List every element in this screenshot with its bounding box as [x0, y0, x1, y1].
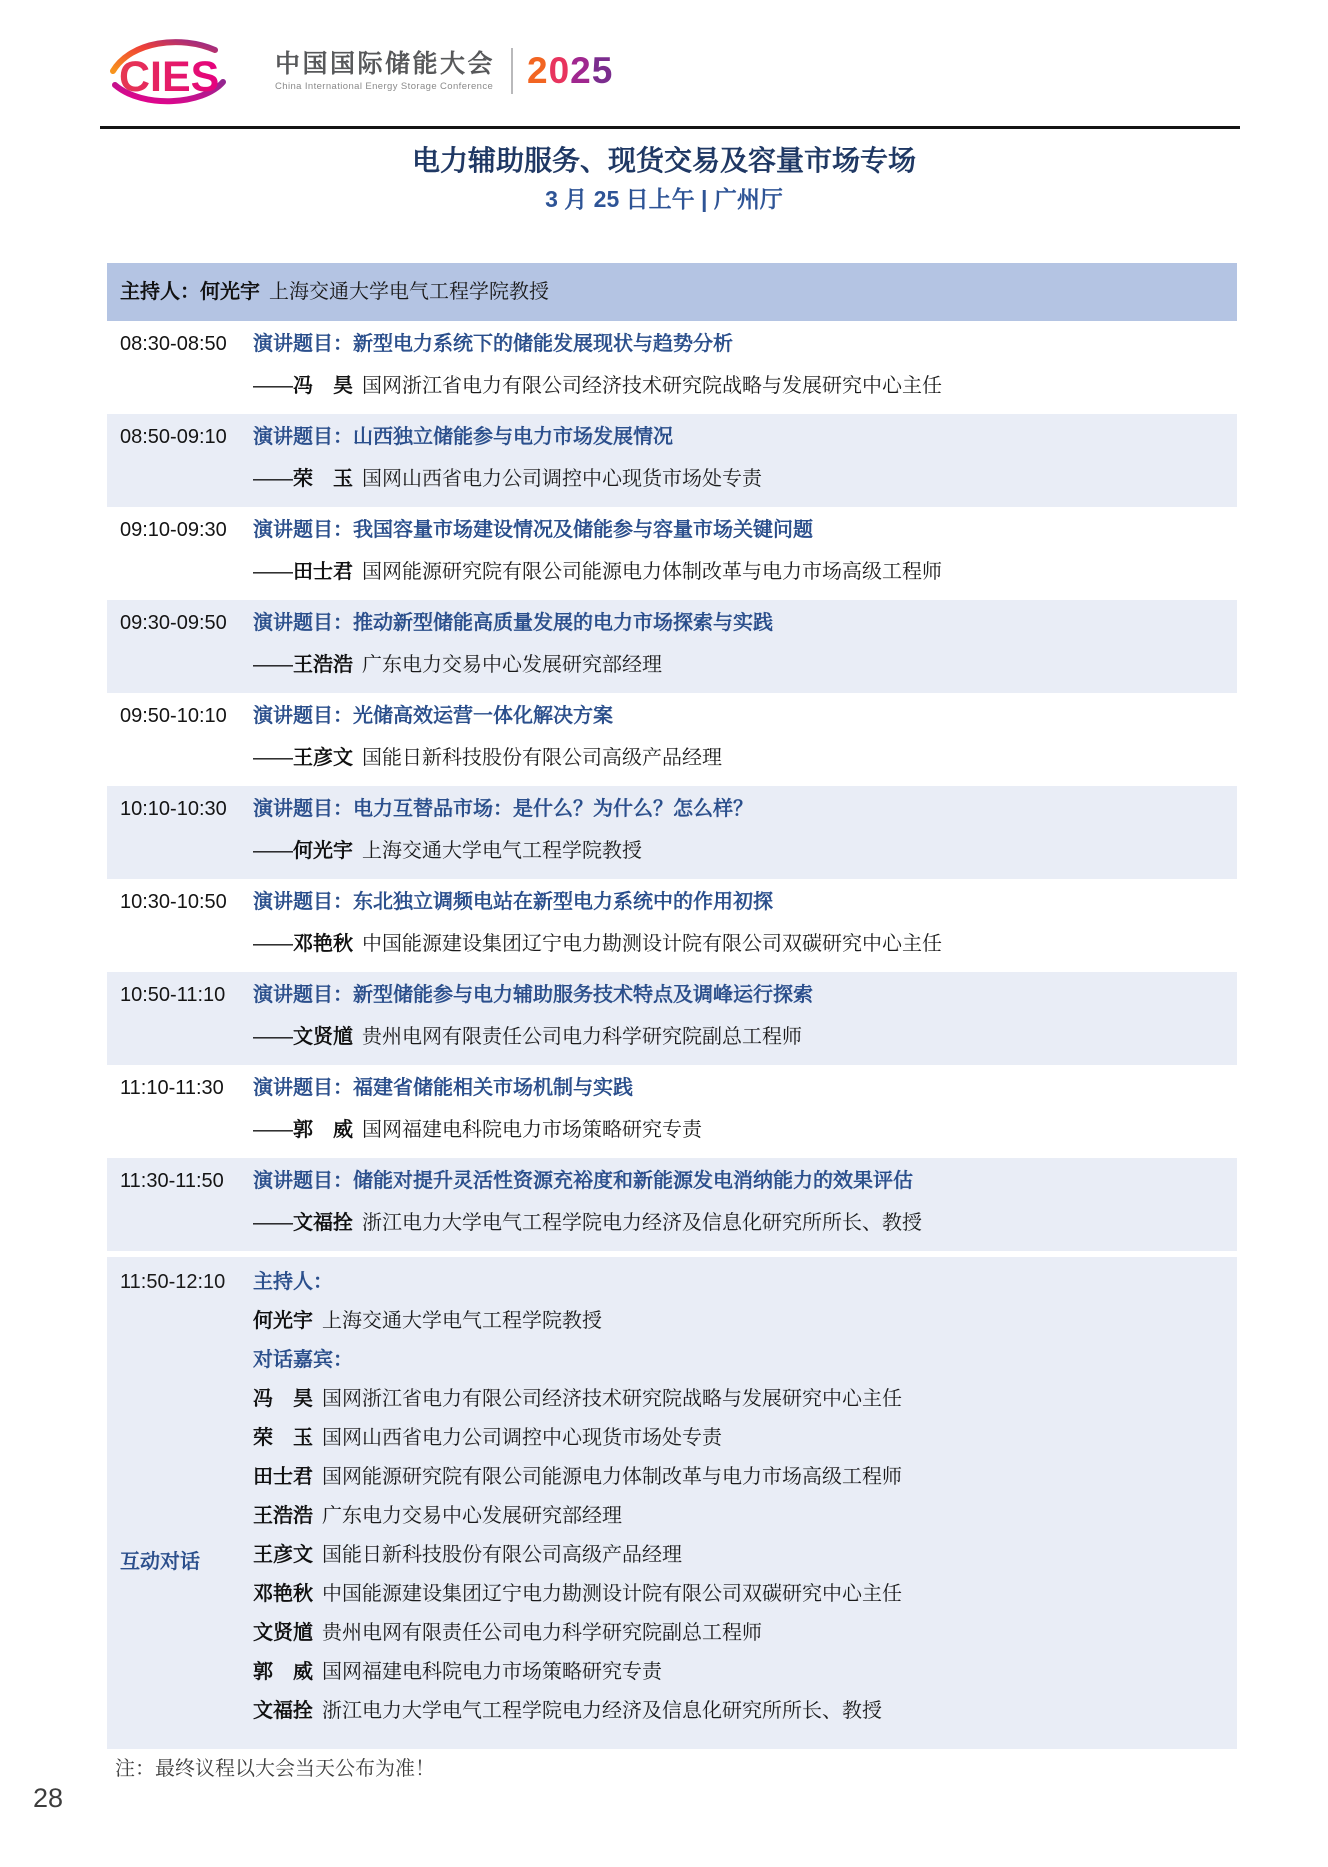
- panel-guests-label: 对话嘉宾：: [253, 1349, 353, 1371]
- guest-affiliation: 中国能源建设集团辽宁电力勘测设计院有限公司双碳研究中心主任: [322, 1583, 902, 1605]
- brand-name-cn: 中国国际储能大会: [275, 50, 496, 78]
- header: [103, 34, 613, 108]
- moderator-affiliation: 上海交通大学电气工程学院教授: [269, 281, 549, 303]
- speaker-affiliation: 国能日新科技股份有限公司高级产品经理: [362, 747, 722, 769]
- session-row: [107, 1158, 1237, 1251]
- talk-title-line: [253, 1075, 1237, 1101]
- speaker-affiliation: 贵州电网有限责任公司电力科学研究院副总工程师: [362, 1026, 802, 1048]
- speaker-name: 荣 玉: [293, 468, 353, 490]
- session-main: [253, 610, 1237, 678]
- guest-line: [253, 1464, 1237, 1490]
- cies-logo-text: CIES: [119, 53, 220, 101]
- session-row: [107, 879, 1237, 972]
- session-time: 09:10-09:30: [120, 519, 227, 541]
- session-time: 09:50-10:10: [120, 705, 227, 727]
- guest-affiliation: 贵州电网有限责任公司电力科学研究院副总工程师: [322, 1622, 762, 1644]
- panel-right-column: [253, 1257, 1237, 1749]
- session-time: 10:30-10:50: [120, 891, 227, 913]
- speaker-line: [253, 466, 1237, 492]
- guest-name: 王浩浩: [253, 1505, 313, 1527]
- speaker-affiliation: 国网山西省电力公司调控中心现货市场处专责: [362, 468, 762, 490]
- guest-affiliation: 国网浙江省电力有限公司经济技术研究院战略与发展研究中心主任: [322, 1388, 902, 1410]
- speaker-line: [253, 1210, 1237, 1236]
- session-main: [253, 982, 1237, 1050]
- year-digit: 5: [591, 50, 614, 91]
- guest-affiliation: 国网福建电科院电力市场策略研究专责: [322, 1661, 662, 1683]
- talk-label: 演讲题目：: [253, 891, 353, 913]
- talk-title: 福建省储能相关市场机制与实践: [353, 1077, 633, 1099]
- session-row: [107, 693, 1237, 786]
- talk-title: 东北独立调频电站在新型电力系统中的作用初探: [353, 891, 773, 913]
- brand-divider: [511, 48, 513, 94]
- guest-affiliation: 浙江电力大学电气工程学院电力经济及信息化研究所所长、教授: [322, 1700, 882, 1722]
- session-row: [107, 972, 1237, 1065]
- talk-title-line: [253, 889, 1237, 915]
- talk-title-line: [253, 703, 1237, 729]
- moderator-label: 主持人：何光宇: [120, 281, 260, 303]
- moderator-row: [107, 263, 1237, 321]
- speaker-dash: ——: [253, 375, 293, 397]
- guest-affiliation: 国网山西省电力公司调控中心现货市场处专责: [322, 1427, 722, 1449]
- guest-line: [253, 1386, 1237, 1412]
- page-title: 电力辅助服务、现货交易及容量市场专场: [411, 145, 916, 176]
- guest-name: 荣 玉: [253, 1427, 313, 1449]
- panel-moderator-label: 主持人：: [253, 1271, 333, 1293]
- session-main: [253, 889, 1237, 957]
- talk-title-line: [253, 517, 1237, 543]
- speaker-name: 王彦文: [293, 747, 353, 769]
- talk-title-line: [253, 796, 1237, 822]
- session-main: [253, 1075, 1237, 1143]
- page-number: 28: [33, 1783, 64, 1813]
- session-row: [107, 786, 1237, 879]
- speaker-dash: ——: [253, 840, 293, 862]
- speaker-dash: ——: [253, 468, 293, 490]
- speaker-affiliation: 浙江电力大学电气工程学院电力经济及信息化研究所所长、教授: [362, 1212, 922, 1234]
- talk-title-line: [253, 424, 1237, 450]
- panel-left-column: [107, 1257, 253, 1749]
- session-row: [107, 414, 1237, 507]
- guest-line: [253, 1503, 1237, 1529]
- guest-line: [253, 1581, 1237, 1607]
- speaker-line: [253, 559, 1237, 585]
- talk-label: 演讲题目：: [253, 426, 353, 448]
- footer-note: 注：最终议程以大会当天公布为准！: [115, 1758, 435, 1780]
- speaker-line: [253, 745, 1237, 771]
- session-time: 09:30-09:50: [120, 612, 227, 634]
- speaker-name: 郭 威: [293, 1119, 353, 1141]
- speaker-name: 田士君: [293, 561, 353, 583]
- speaker-name: 文福拴: [293, 1212, 353, 1234]
- speaker-dash: ——: [253, 561, 293, 583]
- agenda-table: [107, 263, 1237, 1749]
- session-time: 11:30-11:50: [120, 1170, 224, 1192]
- talk-title: 推动新型储能高质量发展的电力市场探索与实践: [353, 612, 773, 634]
- talk-title-line: [253, 331, 1237, 357]
- speaker-dash: ——: [253, 1212, 293, 1234]
- talk-title: 山西独立储能参与电力市场发展情况: [353, 426, 673, 448]
- page-subtitle: 3 月 25 日上午 | 广州厅: [545, 186, 783, 212]
- speaker-dash: ——: [253, 933, 293, 955]
- speaker-dash: ——: [253, 747, 293, 769]
- cies-logo-icon: [103, 35, 263, 107]
- guest-name: 冯 昊: [253, 1388, 313, 1410]
- year-digit: 0: [548, 50, 571, 91]
- talk-label: 演讲题目：: [253, 798, 353, 820]
- session-row: [107, 600, 1237, 693]
- guest-name: 文贤馗: [253, 1622, 313, 1644]
- speaker-affiliation: 广东电力交易中心发展研究部经理: [362, 654, 662, 676]
- talk-label: 演讲题目：: [253, 519, 353, 541]
- guest-line: [253, 1542, 1237, 1568]
- session-main: [253, 1168, 1237, 1236]
- guest-name: 文福拴: [253, 1700, 313, 1722]
- guest-name: 邓艳秋: [253, 1583, 313, 1605]
- talk-title: 光储高效运营一体化解决方案: [353, 705, 613, 727]
- talk-title-line: [253, 1168, 1237, 1194]
- speaker-line: [253, 1024, 1237, 1050]
- talk-label: 演讲题目：: [253, 984, 353, 1006]
- panel-row: [107, 1257, 1237, 1749]
- speaker-affiliation: 国网浙江省电力有限公司经济技术研究院战略与发展研究中心主任: [362, 375, 942, 397]
- guest-list: [253, 1386, 1237, 1724]
- guest-name: 郭 威: [253, 1661, 313, 1683]
- speaker-line: [253, 373, 1237, 399]
- guest-line: [253, 1425, 1237, 1451]
- year-digit: 2: [570, 50, 592, 91]
- session-main: [253, 517, 1237, 585]
- panel-section-label: 互动对话: [120, 1551, 200, 1573]
- session-main: [253, 796, 1237, 864]
- guest-line: [253, 1698, 1237, 1724]
- session-list: [107, 321, 1237, 1251]
- speaker-affiliation: 国网福建电科院电力市场策略研究专责: [362, 1119, 702, 1141]
- year-digit: 2: [527, 50, 549, 91]
- talk-label: 演讲题目：: [253, 612, 353, 634]
- talk-title: 储能对提升灵活性资源充裕度和新能源发电消纳能力的效果评估: [353, 1170, 913, 1192]
- talk-label: 演讲题目：: [253, 1170, 353, 1192]
- talk-title: 新型电力系统下的储能发展现状与趋势分析: [353, 333, 733, 355]
- panel-moderator-name: 何光宇: [253, 1310, 313, 1332]
- session-main: [253, 703, 1237, 771]
- header-rule: [100, 126, 1240, 129]
- speaker-line: [253, 838, 1237, 864]
- speaker-affiliation: 上海交通大学电气工程学院教授: [362, 840, 642, 862]
- session-time: 10:10-10:30: [120, 798, 227, 820]
- session-main: [253, 331, 1237, 399]
- session-time: 08:30-08:50: [120, 333, 227, 355]
- guest-line: [253, 1659, 1237, 1685]
- session-row: [107, 1065, 1237, 1158]
- talk-title: 新型储能参与电力辅助服务技术特点及调峰运行探索: [353, 984, 813, 1006]
- speaker-affiliation: 国网能源研究院有限公司能源电力体制改革与电力市场高级工程师: [362, 561, 942, 583]
- talk-title: 我国容量市场建设情况及储能参与容量市场关键问题: [353, 519, 813, 541]
- speaker-name: 邓艳秋: [293, 933, 353, 955]
- conference-year: [527, 50, 613, 92]
- speaker-affiliation: 中国能源建设集团辽宁电力勘测设计院有限公司双碳研究中心主任: [362, 933, 942, 955]
- session-row: [107, 507, 1237, 600]
- speaker-name: 何光宇: [293, 840, 353, 862]
- talk-label: 演讲题目：: [253, 1077, 353, 1099]
- guest-affiliation: 国能日新科技股份有限公司高级产品经理: [322, 1544, 682, 1566]
- session-time: 11:10-11:30: [120, 1077, 224, 1099]
- speaker-name: 冯 昊: [293, 375, 353, 397]
- brand-name-en: China International Energy Storage Conference: [275, 81, 494, 92]
- speaker-line: [253, 652, 1237, 678]
- talk-title-line: [253, 610, 1237, 636]
- panel-moderator-line: [253, 1308, 1237, 1334]
- brand-block: [275, 50, 495, 92]
- talk-title-line: [253, 982, 1237, 1008]
- speaker-name: 王浩浩: [293, 654, 353, 676]
- speaker-dash: ——: [253, 1026, 293, 1048]
- guest-name: 王彦文: [253, 1544, 313, 1566]
- speaker-dash: ——: [253, 1119, 293, 1141]
- session-time: 10:50-11:10: [120, 984, 226, 1006]
- panel-time: 11:50-12:10: [120, 1271, 226, 1293]
- speaker-dash: ——: [253, 654, 293, 676]
- talk-label: 演讲题目：: [253, 333, 353, 355]
- guest-name: 田士君: [253, 1466, 313, 1488]
- speaker-name: 文贤馗: [293, 1026, 353, 1048]
- guest-line: [253, 1620, 1237, 1646]
- speaker-line: [253, 1117, 1237, 1143]
- guest-affiliation: 国网能源研究院有限公司能源电力体制改革与电力市场高级工程师: [322, 1466, 902, 1488]
- guest-affiliation: 广东电力交易中心发展研究部经理: [322, 1505, 622, 1527]
- session-row: [107, 321, 1237, 414]
- session-main: [253, 424, 1237, 492]
- panel-moderator-affiliation: 上海交通大学电气工程学院教授: [322, 1310, 602, 1332]
- talk-label: 演讲题目：: [253, 705, 353, 727]
- speaker-line: [253, 931, 1237, 957]
- talk-title: 电力互替品市场：是什么？为什么？怎么样？: [353, 798, 753, 820]
- session-time: 08:50-09:10: [120, 426, 227, 448]
